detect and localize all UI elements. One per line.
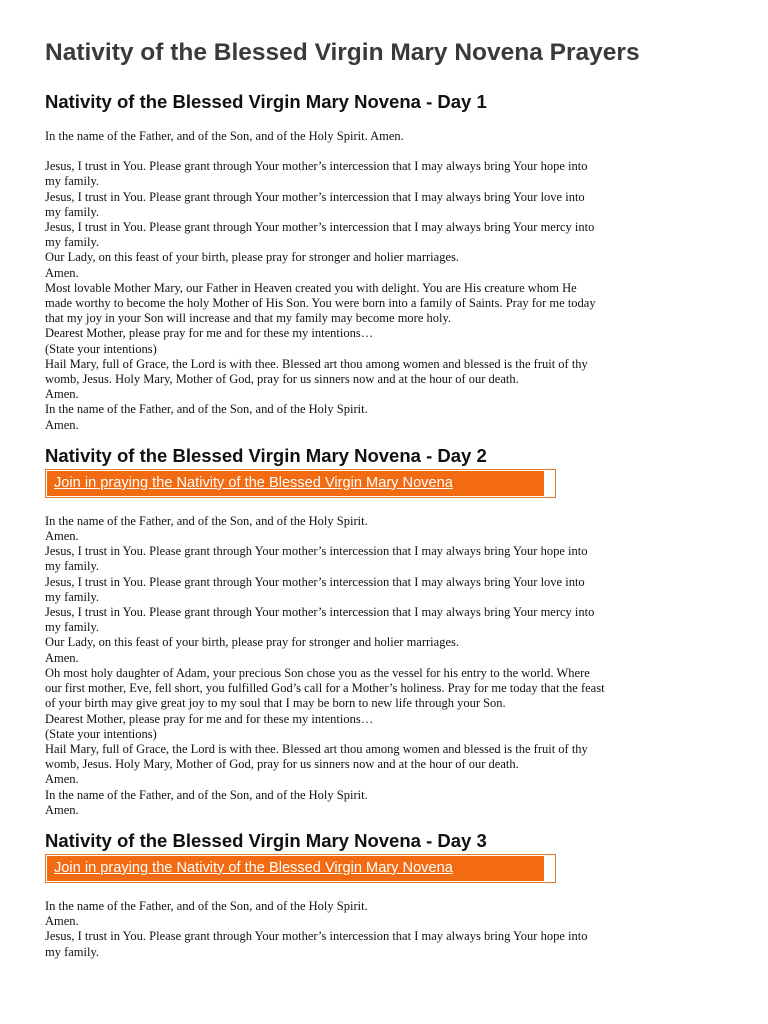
text-line: Jesus, I trust in You. Please grant through Your mother’s intercession that I may always bring Your love into — [45, 574, 585, 589]
day1-opening: In the name of the Father, and of the Son, and of the Holy Spirit. Amen. — [45, 129, 404, 143]
text-line: Dearest Mother, please pray for me and for these my intentions… — [45, 326, 374, 341]
text-line: made worthy to become the holy Mother of His Son. You were born into a family of Saints. Pray for me today — [45, 296, 596, 311]
text-line: In the name of the Father, and of the Son, and of the Holy Spirit. — [45, 787, 368, 802]
text-line: my family. — [45, 944, 100, 959]
text-line: Amen. — [45, 802, 79, 817]
text-line: Amen. — [45, 265, 79, 280]
text-line: Amen. — [45, 772, 79, 787]
day3-join-box — [45, 854, 556, 883]
day3-heading: Nativity of the Blessed Virgin Mary Novena - Day 3 — [45, 829, 487, 851]
text-line: Jesus, I trust in You. Please grant through Your mother’s intercession that I may always bring Your mercy into — [45, 605, 595, 620]
text-line: my family. — [45, 204, 100, 219]
page-title: Nativity of the Blessed Virgin Mary Novena Prayers — [45, 39, 640, 66]
text-line: womb, Jesus. Holy Mary, Mother of God, pray for us sinners now and at the hour of our death. — [45, 372, 519, 387]
day2-body — [45, 514, 724, 818]
text-line: Jesus, I trust in You. Please grant through Your mother’s intercession that I may always bring Your mercy into — [45, 220, 595, 235]
text-line: my family. — [45, 589, 100, 604]
day3-join-link[interactable]: Join in praying the Nativity of the Blessed Virgin Mary Novena — [47, 856, 544, 881]
text-line: Most lovable Mother Mary, our Father in Heaven created you with delight. You are His creature whom He — [45, 280, 577, 295]
day2-heading: Nativity of the Blessed Virgin Mary Novena - Day 2 — [45, 444, 487, 466]
text-line: Dearest Mother, please pray for me and for these my intentions… — [45, 711, 374, 726]
day1-lines — [45, 159, 724, 433]
text-line: (State your intentions) — [45, 726, 157, 741]
text-line: of your birth may give great joy to my soul that I may be born to new life through your Son. — [45, 696, 506, 711]
text-line: Our Lady, on this feast of your birth, please pray for stronger and holier marriages. — [45, 635, 459, 650]
text-line: Oh most holy daughter of Adam, your precious Son chose you as the vessel for his entry to the world. Where — [45, 665, 590, 680]
text-line: Amen. — [45, 650, 79, 665]
text-line: Amen. — [45, 387, 79, 402]
text-line: Jesus, I trust in You. Please grant through Your mother’s intercession that I may always bring Your hope into — [45, 544, 588, 559]
text-line: In the name of the Father, and of the Son, and of the Holy Spirit. — [45, 513, 368, 528]
text-line: my family. — [45, 620, 100, 635]
text-line: Our Lady, on this feast of your birth, please pray for stronger and holier marriages. — [45, 250, 459, 265]
text-line: Jesus, I trust in You. Please grant through Your mother’s intercession that I may always bring Your hope into — [45, 159, 588, 174]
text-line: (State your intentions) — [45, 341, 157, 356]
day2-join-link[interactable]: Join in praying the Nativity of the Blessed Virgin Mary Novena — [47, 471, 544, 496]
text-line: Amen. — [45, 417, 79, 432]
text-line: Amen. — [45, 529, 79, 544]
text-line: Jesus, I trust in You. Please grant through Your mother’s intercession that I may always bring Your hope into — [45, 929, 588, 944]
text-line: womb, Jesus. Holy Mary, Mother of God, pray for us sinners now and at the hour of our death. — [45, 757, 519, 772]
text-line: Hail Mary, full of Grace, the Lord is with thee. Blessed art thou among women and blessed is the fruit of thy — [45, 356, 588, 371]
text-line: Jesus, I trust in You. Please grant through Your mother’s intercession that I may always bring Your love into — [45, 189, 585, 204]
text-line: Hail Mary, full of Grace, the Lord is with thee. Blessed art thou among women and blessed is the fruit of thy — [45, 741, 588, 756]
day1-body — [45, 129, 724, 433]
text-line: our first mother, Eve, fell short, you fulfilled God’s call for a Mother’s holiness. Pray for me today that the feast — [45, 681, 605, 696]
text-line: Amen. — [45, 914, 79, 929]
text-line: my family. — [45, 235, 100, 250]
day3-body — [45, 899, 724, 960]
day1-heading: Nativity of the Blessed Virgin Mary Novena - Day 1 — [45, 91, 487, 112]
text-line: my family. — [45, 559, 100, 574]
text-line: that my joy in your Son will increase and that my family may become more holy. — [45, 311, 452, 326]
text-line: my family. — [45, 174, 100, 189]
text-line: In the name of the Father, and of the Son, and of the Holy Spirit. — [45, 402, 368, 417]
day2-join-box — [45, 469, 556, 498]
text-line: In the name of the Father, and of the Son, and of the Holy Spirit. — [45, 898, 368, 913]
